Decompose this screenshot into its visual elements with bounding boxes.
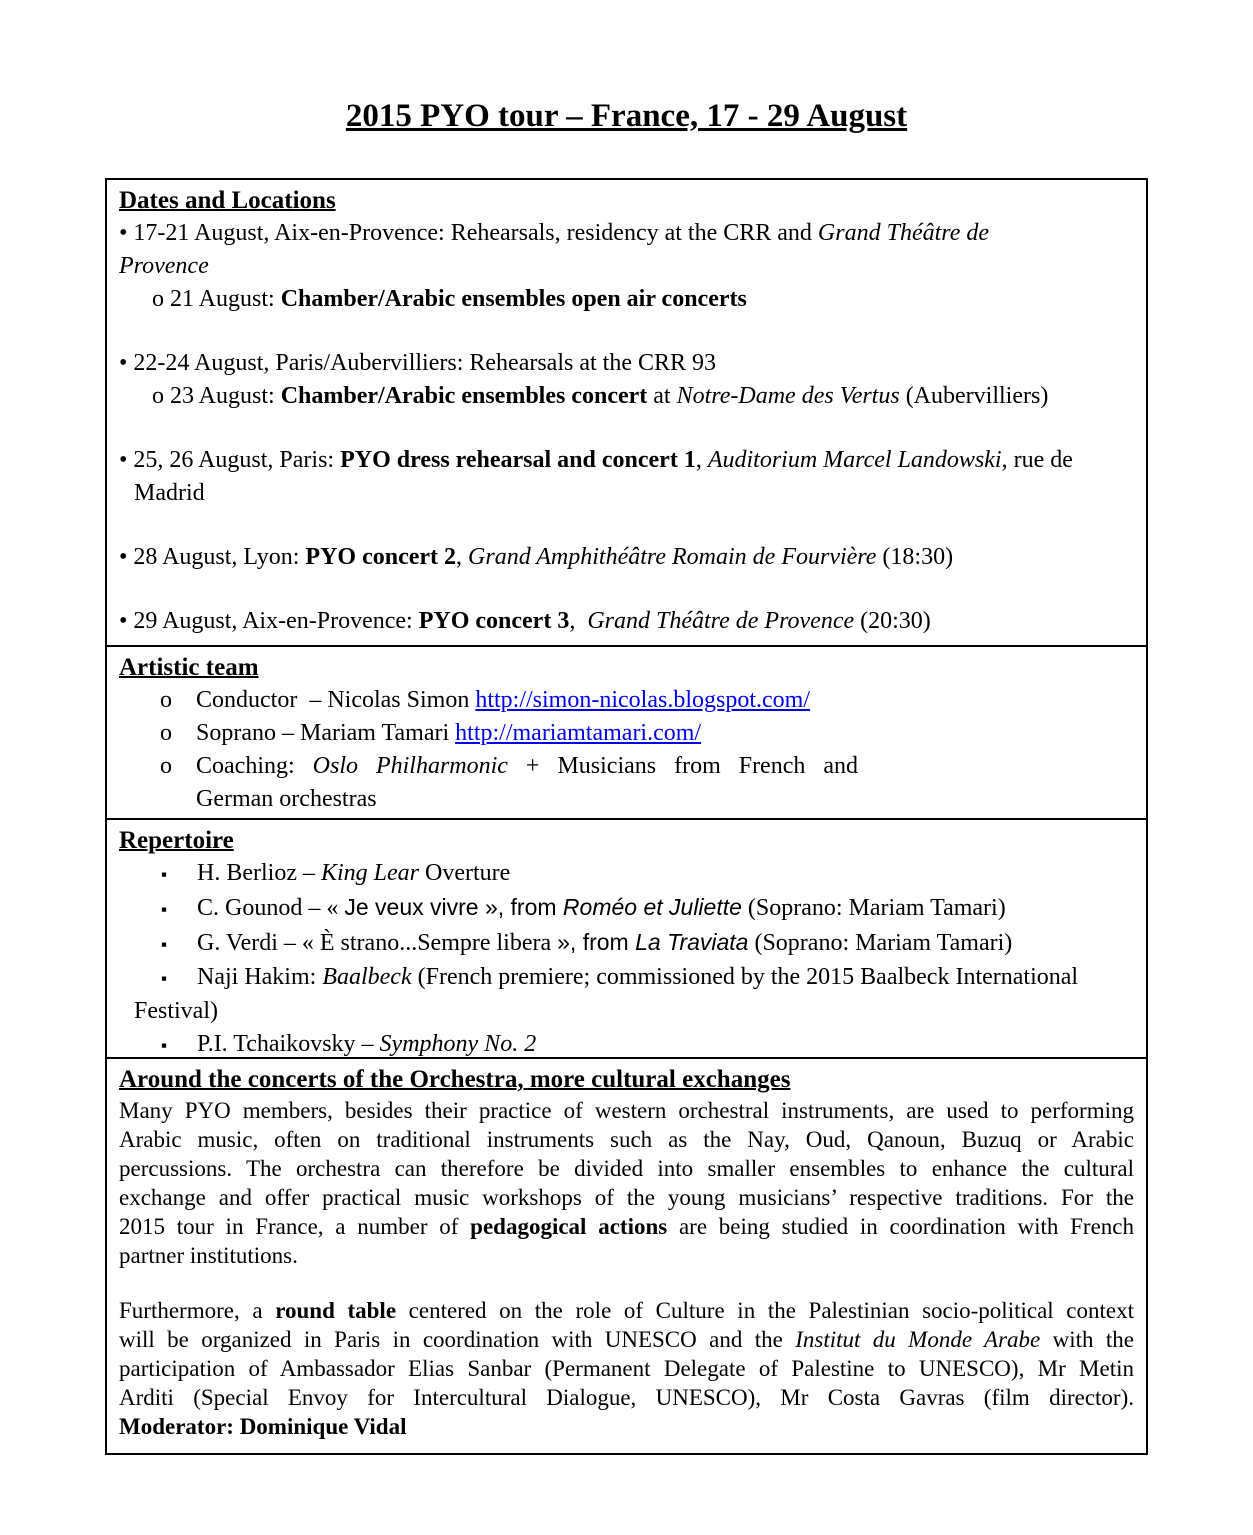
text-segment: Provence	[119, 253, 209, 279]
schedule-line	[119, 217, 1134, 250]
spacer	[119, 316, 1134, 347]
team-member-text	[196, 717, 1134, 750]
paragraph-line	[119, 1183, 1134, 1212]
text-segment: Notre-Dame des Vertus	[676, 383, 900, 409]
team-line	[196, 717, 1134, 750]
schedule-line	[119, 347, 1134, 380]
text-segment: Grand Théâtre de Provence	[587, 608, 855, 634]
text-segment: Oslo Philharmonic	[312, 753, 508, 779]
square-bullet: ▪	[161, 900, 168, 919]
text-segment: will be organized in Paris in coordination with UNESCO and the	[119, 1327, 796, 1352]
hyperlink[interactable]: http://simon-nicolas.blogspot.com/	[475, 687, 810, 713]
text-segment: Furthermore, a	[119, 1298, 276, 1323]
hyperlink[interactable]: http://mariamtamari.com/	[455, 720, 702, 746]
circle-bullet: o	[160, 753, 172, 779]
text-segment: (Soprano: Mariam Tamari)	[741, 895, 1006, 921]
text-segment: (French premiere; commissioned by the 2015 Baalbeck International	[411, 964, 1079, 990]
text-segment: o 23 August:	[152, 383, 281, 409]
team-member-item	[119, 717, 1134, 750]
text-segment: PYO concert 3	[418, 608, 570, 634]
text-segment: King Lear	[320, 860, 419, 886]
paragraph-spacer	[119, 1270, 1134, 1296]
repertoire-item	[119, 891, 1134, 926]
text-segment: are being studied in coordination with French	[667, 1214, 1134, 1239]
text-segment: • 17-21 August, Aix-en-Provence: Rehearsals, residency at the CRR and	[119, 220, 818, 246]
text-segment: Chamber/Arabic ensembles open air concerts	[280, 286, 747, 312]
text-segment: round table	[275, 1298, 397, 1323]
paragraph-line	[119, 1241, 1134, 1270]
text-segment: with the	[1040, 1327, 1134, 1352]
text-segment: Coaching:	[196, 753, 313, 779]
team-line	[196, 684, 1134, 717]
text-segment: Grand Amphithéâtre Romain de Fourvière	[468, 544, 877, 570]
text-segment: • 28 August, Lyon:	[119, 544, 306, 570]
paragraph-line	[119, 1125, 1134, 1154]
text-segment: La Traviata	[635, 929, 749, 955]
spacer	[119, 413, 1134, 444]
text-segment: Grand Théâtre de	[817, 220, 990, 246]
text-segment: o 21 August:	[152, 286, 281, 312]
text-segment: pedagogical actions	[470, 1214, 668, 1239]
paragraph-line	[119, 1383, 1134, 1412]
dates-heading: Dates and Locations	[119, 187, 336, 214]
text-segment: Baalbeck	[322, 964, 412, 990]
text-segment: (20:30)	[854, 608, 931, 634]
schedule-line	[119, 283, 1134, 316]
text-segment: Many PYO members, besides their practice of western orchestral instruments, are used to performing	[119, 1098, 1134, 1123]
spacer	[119, 510, 1134, 541]
text-segment: ,	[695, 447, 708, 473]
repertoire-item	[119, 1028, 1134, 1057]
repertoire-item	[119, 961, 1134, 1028]
text-segment: centered on the role of Culture in the Palestinian socio-political context	[396, 1298, 1134, 1323]
text-segment: • 25, 26 August, Paris:	[119, 447, 341, 473]
text-segment: Arabic music, often on traditional instruments such as the Nay, Oud, Qanoun, Buzuq or Arabic	[119, 1127, 1134, 1152]
paragraph-line	[119, 1096, 1134, 1125]
text-segment: Conductor – Nicolas Simon	[196, 687, 476, 713]
paragraph-line	[119, 1154, 1134, 1183]
text-segment: H. Berlioz –	[197, 860, 321, 886]
text-segment: (18:30)	[876, 544, 954, 570]
circle-bullet: o	[160, 720, 172, 746]
team-line	[196, 750, 858, 783]
repertoire-heading: Repertoire	[119, 827, 234, 854]
document-title: 2015 PYO tour – France, 17 - 29 August	[345, 98, 908, 134]
text-segment: P.I. Tchaikovsky –	[197, 1031, 380, 1057]
paragraph-line	[119, 1296, 1134, 1325]
text-segment: ,	[569, 608, 588, 634]
dates-items	[119, 217, 1134, 638]
team-member-item	[119, 684, 1134, 717]
repertoire-item	[119, 857, 1134, 891]
text-segment: ,	[456, 544, 469, 570]
paragraph-line	[119, 1412, 1134, 1441]
schedule-line	[119, 444, 1134, 477]
text-segment: Naji Hakim:	[197, 964, 323, 990]
text-segment: Moderator: Dominique Vidal	[119, 1414, 407, 1439]
text-segment: Festival)	[134, 998, 218, 1024]
text-segment: + Musicians from French and	[507, 753, 858, 779]
text-segment: Institut du Monde Arabe	[795, 1327, 1041, 1352]
text-segment: at	[647, 383, 677, 409]
paragraph-line	[119, 1212, 1134, 1241]
team-member-text	[196, 684, 1134, 717]
text-segment: , rue de	[1001, 447, 1073, 473]
text-segment: », from	[557, 929, 636, 955]
section-around-the-concerts	[107, 1057, 1146, 1453]
square-bullet: ▪	[161, 1036, 168, 1055]
team-member-text	[196, 750, 858, 816]
text-segment: Auditorium Marcel Landowski	[707, 447, 1002, 473]
team-line	[196, 783, 858, 816]
schedule-line	[119, 250, 1134, 283]
text-segment: PYO dress rehearsal and concert 1	[340, 447, 696, 473]
text-segment: Arditi (Special Envoy for Intercultural Dialogue, UNESCO), Mr Costa Gavras (film director).	[119, 1385, 1134, 1410]
team-heading: Artistic team	[119, 654, 259, 681]
text-segment: PYO concert 2	[305, 544, 457, 570]
section-repertoire	[107, 818, 1146, 1057]
text-segment: partner institutions.	[119, 1243, 298, 1268]
text-segment: • 29 August, Aix-en-Provence:	[119, 608, 419, 634]
schedule-line	[119, 541, 1134, 574]
info-table	[105, 178, 1148, 1455]
text-segment: (Aubervilliers)	[899, 383, 1049, 409]
repertoire-item	[119, 926, 1134, 961]
repertoire-items	[119, 857, 1134, 1057]
team-member-item	[119, 750, 1134, 816]
text-segment: Symphony No. 2	[379, 1031, 537, 1057]
spacer	[119, 574, 1134, 605]
schedule-line	[119, 380, 1134, 413]
square-bullet: ▪	[161, 935, 168, 954]
text-segment: 2015 tour in France, a number of	[119, 1214, 471, 1239]
square-bullet: ▪	[161, 969, 168, 988]
schedule-line	[119, 605, 1134, 638]
paragraph-line	[119, 1354, 1134, 1383]
text-segment: percussions. The orchestra can therefore be divided into smaller ensembles to enhance the cultural	[119, 1156, 1134, 1181]
schedule-line	[119, 477, 1134, 510]
text-segment: (Soprano: Mariam Tamari)	[748, 930, 1013, 956]
section-artistic-team	[107, 645, 1146, 818]
text-segment: Soprano – Mariam Tamari	[196, 720, 456, 746]
text-segment: Madrid	[134, 480, 205, 506]
text-segment: • 22-24 August, Paris/Aubervilliers: Rehearsals at the CRR 93	[119, 350, 716, 376]
text-segment: Overture	[419, 860, 511, 886]
text-segment: participation of Ambassador Elias Sanbar (Permanent Delegate of Palestine to UNESCO), Mr Metin	[119, 1356, 1134, 1381]
text-segment: C. Gounod – «	[197, 895, 345, 921]
text-segment: G. Verdi – « È strano...Sempre libera	[197, 930, 558, 956]
square-bullet: ▪	[161, 865, 168, 884]
around-heading: Around the concerts of the Orchestra, more cultural exchanges	[119, 1066, 791, 1093]
text-segment: German orchestras	[196, 786, 377, 812]
text-segment: Roméo et Juliette	[562, 894, 742, 920]
around-paragraphs	[119, 1096, 1134, 1441]
team-items	[119, 684, 1134, 816]
circle-bullet: o	[160, 687, 172, 713]
paragraph-line	[119, 1325, 1134, 1354]
text-segment: Je veux vivre », from	[344, 894, 563, 920]
section-dates-and-locations	[107, 180, 1146, 645]
text-segment: exchange and offer practical music workshops of the young musicians’ respective traditions. For the	[119, 1185, 1134, 1210]
text-segment: Chamber/Arabic ensembles concert	[280, 383, 648, 409]
